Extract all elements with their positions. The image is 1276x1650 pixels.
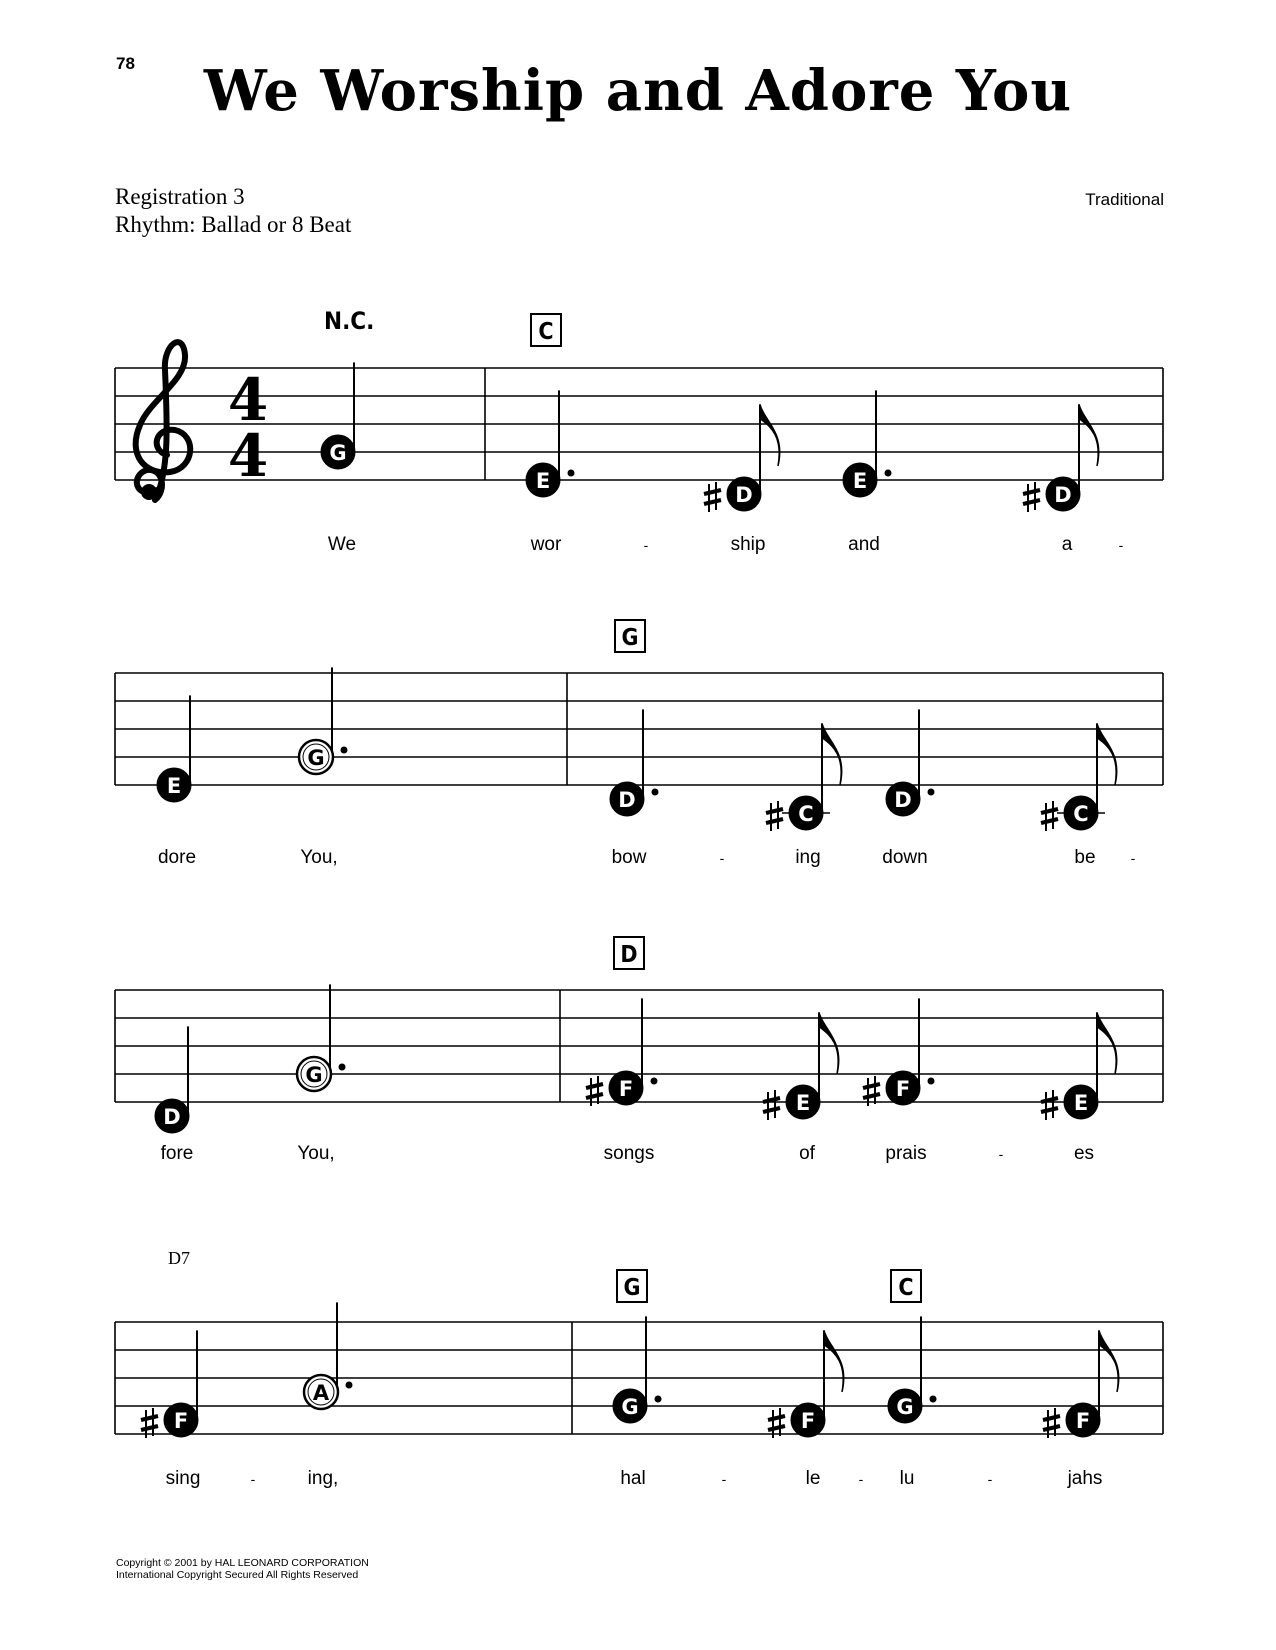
note-flag bbox=[1097, 1012, 1117, 1074]
augmentation-dot bbox=[928, 1078, 935, 1085]
note bbox=[304, 1302, 353, 1409]
chord-symbol: D bbox=[620, 942, 638, 968]
note-letter: D bbox=[1054, 483, 1072, 507]
song-title: We Worship and Adore You bbox=[203, 58, 1073, 124]
note bbox=[610, 709, 659, 816]
note-letter: F bbox=[800, 1409, 816, 1433]
note-letter: F bbox=[618, 1077, 634, 1101]
note-letter: G bbox=[329, 441, 347, 465]
staff-system bbox=[115, 620, 1163, 868]
note-letter: G bbox=[307, 746, 325, 770]
registration: Registration 3 bbox=[115, 184, 245, 209]
note bbox=[157, 695, 191, 802]
note-flag bbox=[760, 404, 780, 466]
note-letter: D bbox=[735, 483, 753, 507]
augmentation-dot bbox=[928, 789, 935, 796]
lyric-syllable: ing bbox=[795, 847, 821, 868]
note bbox=[155, 1026, 189, 1133]
note bbox=[782, 723, 842, 830]
staff-system bbox=[115, 1248, 1163, 1489]
lyric-syllable: es bbox=[1073, 1143, 1095, 1164]
lyric-syllable: You, bbox=[300, 847, 338, 868]
note bbox=[1057, 723, 1117, 830]
page-number: 78 bbox=[116, 54, 135, 73]
sharp-icon bbox=[1041, 801, 1058, 831]
note-letter: D bbox=[618, 788, 636, 812]
lyric-syllable: and bbox=[848, 534, 880, 555]
note-letter: E bbox=[166, 774, 182, 798]
note bbox=[164, 1330, 198, 1437]
note bbox=[1066, 1330, 1119, 1437]
composer: Traditional bbox=[1085, 190, 1164, 209]
note bbox=[1064, 1012, 1117, 1119]
sharp-icon bbox=[763, 1090, 780, 1120]
staff-system bbox=[115, 307, 1163, 555]
lyric-hyphen: - bbox=[998, 1146, 1004, 1162]
note bbox=[727, 404, 780, 511]
lyric-syllable: You, bbox=[297, 1143, 335, 1164]
lyric-syllable: be bbox=[1074, 847, 1096, 868]
note-flag bbox=[822, 723, 842, 785]
note-flag bbox=[1079, 404, 1099, 466]
note bbox=[786, 1012, 839, 1119]
note bbox=[526, 390, 575, 497]
chord-symbol: C bbox=[538, 319, 554, 345]
note bbox=[791, 1330, 844, 1437]
note bbox=[297, 984, 346, 1091]
lyric-hyphen: - bbox=[643, 537, 649, 553]
note bbox=[843, 390, 892, 497]
lyric-syllable: of bbox=[799, 1143, 815, 1164]
lyric-hyphen: - bbox=[858, 1471, 864, 1487]
lyric-syllable: jahs bbox=[1067, 1468, 1103, 1489]
note-letter: E bbox=[535, 469, 551, 493]
augmentation-dot bbox=[568, 470, 575, 477]
note-letter: D bbox=[163, 1105, 181, 1129]
lyric-syllable: We bbox=[327, 534, 357, 555]
note bbox=[886, 998, 935, 1105]
sharp-icon bbox=[766, 801, 783, 831]
note-letter: C bbox=[1073, 802, 1089, 826]
note-flag bbox=[1099, 1330, 1119, 1392]
lyric-syllable: dore bbox=[157, 847, 197, 868]
note bbox=[886, 709, 935, 816]
copyright-line: Copyright © 2001 by HAL LEONARD CORPORATION bbox=[116, 1557, 369, 1569]
lyric-hyphen: - bbox=[250, 1471, 256, 1487]
sharp-icon bbox=[704, 482, 721, 512]
lyric-syllable: hal bbox=[620, 1468, 646, 1489]
treble-clef-icon bbox=[136, 342, 191, 500]
augmentation-dot bbox=[346, 1382, 353, 1389]
chord-symbol: D7 bbox=[168, 1248, 190, 1268]
lyric-syllable: songs bbox=[603, 1143, 655, 1164]
augmentation-dot bbox=[885, 470, 892, 477]
lyric-hyphen: - bbox=[987, 1471, 993, 1487]
lyric-syllable: sing bbox=[165, 1468, 201, 1489]
lyric-syllable: bow bbox=[611, 847, 647, 868]
lyric-syllable: ship bbox=[730, 534, 766, 555]
augmentation-dot bbox=[652, 789, 659, 796]
note bbox=[613, 1316, 662, 1423]
note-letter: E bbox=[1073, 1091, 1089, 1115]
time-signature-bottom: 4 bbox=[227, 422, 269, 490]
lyric-syllable: ing, bbox=[307, 1468, 339, 1489]
chord-symbol: G bbox=[623, 1275, 641, 1301]
chord-symbol: G bbox=[621, 625, 639, 651]
note-flag bbox=[819, 1012, 839, 1074]
lyric-hyphen: - bbox=[1130, 850, 1136, 866]
augmentation-dot bbox=[339, 1064, 346, 1071]
lyric-syllable: lu bbox=[899, 1468, 915, 1489]
sharp-icon bbox=[1023, 482, 1040, 512]
augmentation-dot bbox=[651, 1078, 658, 1085]
time-signature-top: 4 bbox=[227, 366, 269, 434]
note-letter: F bbox=[173, 1409, 189, 1433]
note-flag bbox=[1097, 723, 1117, 785]
lyric-hyphen: - bbox=[721, 1471, 727, 1487]
note-letter: F bbox=[1075, 1409, 1091, 1433]
augmentation-dot bbox=[655, 1396, 662, 1403]
lyric-syllable: le bbox=[805, 1468, 821, 1489]
lyric-hyphen: - bbox=[1118, 537, 1124, 553]
note bbox=[888, 1316, 937, 1423]
lyric-syllable: fore bbox=[160, 1143, 194, 1164]
lyric-syllable: a bbox=[1061, 534, 1073, 555]
note bbox=[299, 667, 348, 774]
lyric-syllable: prais bbox=[885, 1143, 927, 1164]
note-letter: G bbox=[305, 1063, 323, 1087]
augmentation-dot bbox=[341, 747, 348, 754]
copyright-notice bbox=[116, 1557, 369, 1581]
note-letter: A bbox=[312, 1381, 330, 1405]
lyric-syllable: down bbox=[882, 847, 928, 868]
chord-symbol: C bbox=[898, 1275, 914, 1301]
note-letter: E bbox=[852, 469, 868, 493]
note-flag bbox=[824, 1330, 844, 1392]
note-letter: G bbox=[896, 1395, 914, 1419]
sharp-icon bbox=[1041, 1090, 1058, 1120]
lyric-syllable: wor bbox=[530, 534, 562, 555]
note bbox=[321, 362, 355, 469]
rhythm: Rhythm: Ballad or 8 Beat bbox=[115, 212, 352, 237]
note-letter: E bbox=[795, 1091, 811, 1115]
augmentation-dot bbox=[930, 1396, 937, 1403]
note-letter: G bbox=[621, 1395, 639, 1419]
staff-system bbox=[115, 937, 1163, 1164]
note-letter: C bbox=[798, 802, 814, 826]
note bbox=[609, 998, 658, 1105]
lyric-hyphen: - bbox=[719, 850, 725, 866]
rights-line: International Copyright Secured All Rights Reserved bbox=[116, 1569, 359, 1581]
note bbox=[1046, 404, 1099, 511]
note-letter: F bbox=[895, 1077, 911, 1101]
note-letter: D bbox=[894, 788, 912, 812]
chord-symbol: N.C. bbox=[324, 307, 375, 335]
